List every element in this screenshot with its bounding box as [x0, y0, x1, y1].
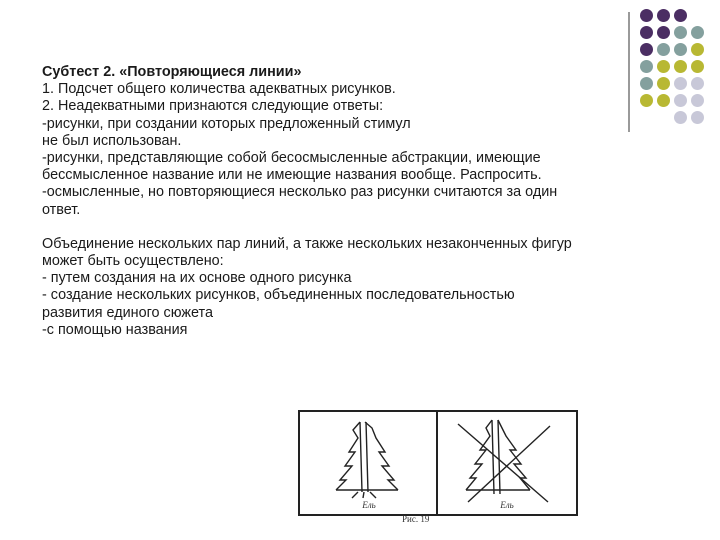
text-line: 2. Неадекватными признаются следующие ответы: [42, 98, 384, 115]
text-line: - создание нескольких рисунков, объединенных последовательностью [42, 287, 515, 304]
slide-body [42, 64, 632, 339]
text-line: -с помощью названия [42, 321, 188, 338]
dot [640, 94, 653, 107]
text-line: ответ. [42, 201, 81, 218]
dot [674, 9, 687, 22]
text-line: может быть осуществлено: [42, 253, 224, 270]
text-line: 1. Подсчет общего количества адекватных рисунков. [42, 81, 396, 98]
figure-caption: Ель [500, 500, 514, 510]
dot [691, 111, 704, 124]
tree-drawing [438, 412, 576, 514]
slide-title: Субтест 2. «Повторяющиеся линии» [42, 64, 302, 80]
dot [691, 77, 704, 90]
dot [674, 60, 687, 73]
figure-caption: Ель [362, 500, 376, 510]
dot [674, 94, 687, 107]
dot [640, 43, 653, 56]
dot [691, 43, 704, 56]
dot [640, 26, 653, 39]
dot [640, 9, 653, 22]
text-line: -рисунки, при создании которых предложенный стимул [42, 115, 411, 132]
dot [657, 60, 670, 73]
text-line: -осмысленные, но повторяющиеся несколько раз рисунки считаются за один [42, 184, 558, 201]
text-line: бессмысленное название или не имеющие названия вообще. Распросить. [42, 167, 542, 184]
text-line: - путем создания на их основе одного рисунка [42, 270, 352, 287]
dot [657, 77, 670, 90]
text-line: -рисунки, представляющие собой бесосмысленные абстракции, имеющие [42, 150, 541, 167]
tree-drawing [300, 412, 438, 514]
dot [674, 26, 687, 39]
dot [657, 26, 670, 39]
dot [674, 111, 687, 124]
dot [691, 60, 704, 73]
figure-label: Рис. 19 [402, 514, 430, 524]
dot [691, 26, 704, 39]
figure-tree-left [298, 410, 440, 516]
dot [691, 94, 704, 107]
paragraph-gap [42, 219, 632, 236]
text-line: развития единого сюжета [42, 304, 213, 321]
dot [674, 77, 687, 90]
dot [674, 43, 687, 56]
dot [640, 77, 653, 90]
dot [657, 43, 670, 56]
dot [657, 9, 670, 22]
dot [640, 60, 653, 73]
dot [657, 94, 670, 107]
figure-tree-right [436, 410, 578, 516]
text-line: Объединение нескольких пар линий, а также нескольких незаконченных фигур [42, 235, 572, 252]
text-line: не был использован. [42, 132, 182, 149]
